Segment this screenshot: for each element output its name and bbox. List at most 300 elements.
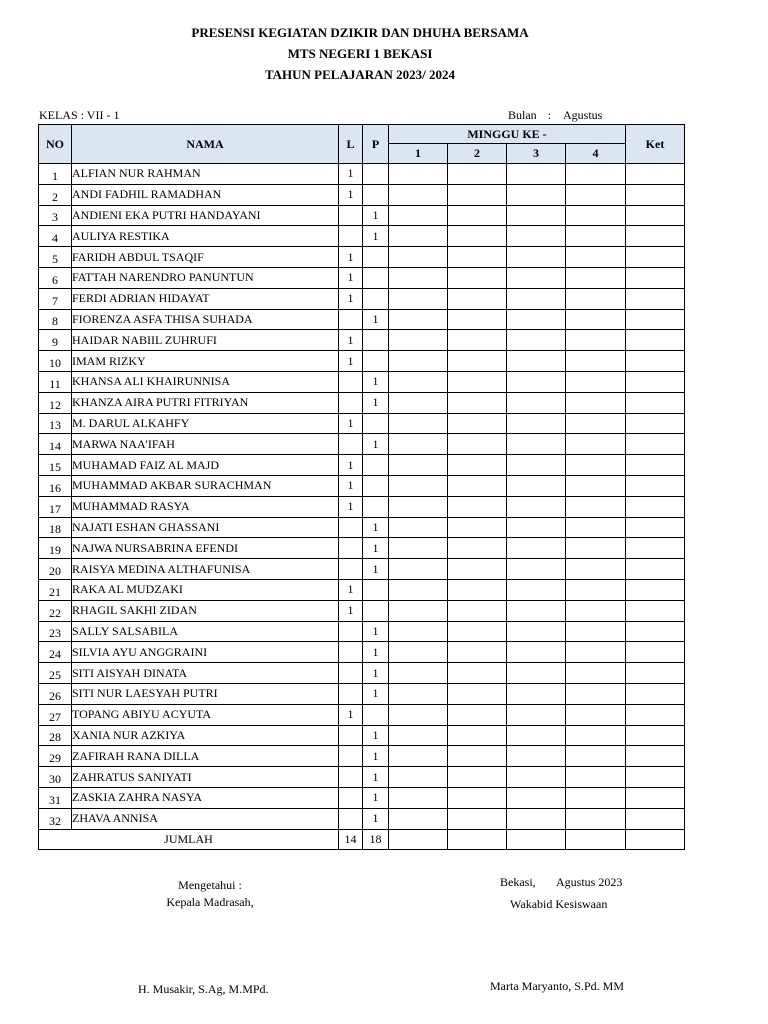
table-row	[39, 267, 685, 288]
title-line-1: PRESENSI KEGIATAN DZIKIR DAN DHUHA BERSAMA	[191, 25, 529, 40]
row-no: 17	[39, 496, 72, 517]
row-no: 2	[39, 184, 72, 205]
table-row	[39, 205, 685, 226]
row-p	[363, 247, 389, 268]
row-week-3	[507, 371, 566, 392]
table-row	[39, 621, 685, 642]
table-row	[39, 288, 685, 309]
row-p	[363, 475, 389, 496]
row-week-2	[448, 288, 507, 309]
row-week-3	[507, 600, 566, 621]
row-name: RAKA AL MUDZAKI	[72, 579, 339, 600]
row-name: FATTAH NARENDRO PANUNTUN	[72, 267, 339, 288]
col-header-no: NO	[39, 125, 72, 164]
row-week-3	[507, 579, 566, 600]
month-separator: :	[547, 108, 552, 122]
row-ket	[626, 663, 685, 684]
col-header-nama: NAMA	[72, 125, 339, 164]
row-week-3	[507, 205, 566, 226]
row-p: 1	[363, 517, 389, 538]
row-week-2	[448, 434, 507, 455]
row-ket	[626, 205, 685, 226]
row-l	[339, 538, 363, 559]
row-week-4	[566, 538, 626, 559]
title-line-2: MTS NEGERI 1 BEKASI	[287, 46, 433, 61]
row-week-3	[507, 226, 566, 247]
row-week-4	[566, 392, 626, 413]
row-p	[363, 579, 389, 600]
row-no: 22	[39, 600, 72, 621]
week-header-3: 3	[507, 144, 566, 164]
row-p	[363, 496, 389, 517]
row-ket	[626, 621, 685, 642]
row-name: IMAM RIZKY	[72, 351, 339, 372]
col-header-minggu: MINGGU KE -	[389, 125, 626, 144]
row-l	[339, 434, 363, 455]
row-week-3	[507, 164, 566, 185]
row-name: ZHAVA ANNISA	[72, 808, 339, 829]
row-week-4	[566, 496, 626, 517]
table-row	[39, 787, 685, 808]
row-name: FARIDH ABDUL TSAQIF	[72, 247, 339, 268]
row-week-2	[448, 683, 507, 704]
row-week-4	[566, 663, 626, 684]
row-name: ALFIAN NUR RAHMAN	[72, 164, 339, 185]
col-header-ket: Ket	[626, 125, 685, 164]
row-week-4	[566, 559, 626, 580]
row-week-1	[389, 725, 448, 746]
row-no: 3	[39, 205, 72, 226]
row-week-1	[389, 496, 448, 517]
row-week-3	[507, 351, 566, 372]
row-p: 1	[363, 787, 389, 808]
acknowledged-label: Mengetahui :	[178, 878, 242, 892]
row-ket	[626, 455, 685, 476]
row-ket	[626, 600, 685, 621]
row-week-4	[566, 267, 626, 288]
place-date	[490, 875, 640, 897]
row-week-4	[566, 767, 626, 788]
row-week-1	[389, 579, 448, 600]
row-name: SILVIA AYU ANGGRAINI	[72, 642, 339, 663]
row-name: FERDI ADRIAN HIDAYAT	[72, 288, 339, 309]
row-week-2	[448, 309, 507, 330]
row-week-4	[566, 247, 626, 268]
row-p	[363, 455, 389, 476]
total-week-3	[507, 829, 566, 849]
table-row	[39, 683, 685, 704]
row-p	[363, 330, 389, 351]
row-week-1	[389, 351, 448, 372]
row-no: 30	[39, 767, 72, 788]
row-week-3	[507, 517, 566, 538]
row-week-2	[448, 351, 507, 372]
row-week-3	[507, 455, 566, 476]
row-ket	[626, 164, 685, 185]
row-week-4	[566, 600, 626, 621]
total-p: 18	[363, 829, 389, 849]
row-ket	[626, 247, 685, 268]
row-week-4	[566, 475, 626, 496]
row-no: 1	[39, 164, 72, 185]
row-week-2	[448, 621, 507, 642]
row-p	[363, 704, 389, 725]
vice-head-title: Wakabid Kesiswaan	[510, 897, 608, 911]
row-ket	[626, 267, 685, 288]
week-header-1: 1	[389, 144, 448, 164]
row-week-2	[448, 392, 507, 413]
row-week-4	[566, 683, 626, 704]
row-p	[363, 413, 389, 434]
row-p	[363, 184, 389, 205]
row-l	[339, 767, 363, 788]
total-row	[39, 829, 685, 849]
signature-left	[150, 877, 270, 911]
row-l: 1	[339, 475, 363, 496]
row-ket	[626, 725, 685, 746]
row-ket	[626, 226, 685, 247]
row-ket	[626, 309, 685, 330]
row-week-2	[448, 184, 507, 205]
row-week-3	[507, 559, 566, 580]
table-row	[39, 496, 685, 517]
row-p: 1	[363, 538, 389, 559]
row-ket	[626, 787, 685, 808]
row-p: 1	[363, 746, 389, 767]
row-week-4	[566, 579, 626, 600]
row-name: ANDI FADHIL RAMADHAN	[72, 184, 339, 205]
table-row	[39, 746, 685, 767]
row-p	[363, 288, 389, 309]
city: Bekasi,	[500, 875, 536, 889]
row-p	[363, 164, 389, 185]
row-week-3	[507, 767, 566, 788]
row-week-2	[448, 371, 507, 392]
row-p: 1	[363, 434, 389, 455]
row-ket	[626, 642, 685, 663]
table-row	[39, 351, 685, 372]
principal-title: Kepala Madrasah,	[166, 895, 254, 909]
row-no: 20	[39, 559, 72, 580]
row-l	[339, 205, 363, 226]
row-week-1	[389, 247, 448, 268]
row-week-2	[448, 455, 507, 476]
row-name: SITI AISYAH DINATA	[72, 663, 339, 684]
row-no: 32	[39, 808, 72, 829]
row-week-1	[389, 413, 448, 434]
row-p: 1	[363, 808, 389, 829]
row-week-3	[507, 496, 566, 517]
row-name: NAJWA NURSABRINA EFENDI	[72, 538, 339, 559]
row-name: XANIA NUR AZKIYA	[72, 725, 339, 746]
row-week-3	[507, 746, 566, 767]
signature-right	[490, 875, 640, 912]
row-l: 1	[339, 288, 363, 309]
table-row	[39, 247, 685, 268]
row-week-3	[507, 247, 566, 268]
table-row	[39, 434, 685, 455]
row-name: ZASKIA ZAHRA NASYA	[72, 787, 339, 808]
row-week-1	[389, 164, 448, 185]
row-p: 1	[363, 392, 389, 413]
row-name: FIORENZA ASFA THISA SUHADA	[72, 309, 339, 330]
row-week-3	[507, 184, 566, 205]
row-l	[339, 808, 363, 829]
row-l	[339, 642, 363, 663]
row-week-3	[507, 434, 566, 455]
row-week-1	[389, 683, 448, 704]
row-week-3	[507, 475, 566, 496]
row-p: 1	[363, 663, 389, 684]
row-ket	[626, 475, 685, 496]
total-week-2	[448, 829, 507, 849]
row-week-2	[448, 704, 507, 725]
row-week-1	[389, 517, 448, 538]
table-row	[39, 579, 685, 600]
row-l	[339, 371, 363, 392]
row-p: 1	[363, 309, 389, 330]
row-week-1	[389, 226, 448, 247]
row-ket	[626, 330, 685, 351]
row-name: MUHAMAD FAIZ AL MAJD	[72, 455, 339, 476]
week-header-4: 4	[566, 144, 626, 164]
row-name: KHANSA ALI KHAIRUNNISA	[72, 371, 339, 392]
table-row	[39, 600, 685, 621]
row-no: 23	[39, 621, 72, 642]
row-p: 1	[363, 371, 389, 392]
row-week-4	[566, 413, 626, 434]
row-l	[339, 683, 363, 704]
row-week-2	[448, 642, 507, 663]
row-week-4	[566, 226, 626, 247]
row-week-1	[389, 600, 448, 621]
row-week-2	[448, 538, 507, 559]
total-ket	[626, 829, 685, 849]
row-week-2	[448, 164, 507, 185]
row-week-2	[448, 600, 507, 621]
row-l: 1	[339, 330, 363, 351]
row-week-4	[566, 621, 626, 642]
table-row	[39, 309, 685, 330]
row-l	[339, 309, 363, 330]
table-row	[39, 455, 685, 476]
row-p: 1	[363, 621, 389, 642]
col-header-l: L	[339, 125, 363, 164]
row-week-3	[507, 330, 566, 351]
row-l: 1	[339, 247, 363, 268]
row-no: 24	[39, 642, 72, 663]
table-row	[39, 226, 685, 247]
row-name: TOPANG ABIYU ACYUTA	[72, 704, 339, 725]
row-ket	[626, 392, 685, 413]
row-week-4	[566, 787, 626, 808]
row-week-2	[448, 330, 507, 351]
table-row	[39, 704, 685, 725]
row-no: 14	[39, 434, 72, 455]
row-name: ZAHRATUS SANIYATI	[72, 767, 339, 788]
row-l	[339, 517, 363, 538]
row-no: 6	[39, 267, 72, 288]
row-week-4	[566, 330, 626, 351]
row-week-3	[507, 621, 566, 642]
row-week-1	[389, 267, 448, 288]
row-l	[339, 621, 363, 642]
row-l: 1	[339, 704, 363, 725]
row-l	[339, 226, 363, 247]
row-p: 1	[363, 767, 389, 788]
row-week-1	[389, 309, 448, 330]
total-label: JUMLAH	[39, 829, 339, 849]
table-row	[39, 559, 685, 580]
row-week-1	[389, 808, 448, 829]
attendance-rows	[39, 164, 685, 830]
table-row	[39, 184, 685, 205]
row-l: 1	[339, 579, 363, 600]
row-week-2	[448, 579, 507, 600]
row-week-1	[389, 642, 448, 663]
row-week-2	[448, 475, 507, 496]
row-l	[339, 787, 363, 808]
table-row	[39, 392, 685, 413]
row-week-1	[389, 746, 448, 767]
row-week-4	[566, 309, 626, 330]
row-week-3	[507, 663, 566, 684]
table-row	[39, 642, 685, 663]
row-week-1	[389, 538, 448, 559]
row-ket	[626, 184, 685, 205]
row-week-2	[448, 226, 507, 247]
row-ket	[626, 746, 685, 767]
row-name: MARWA NAA'IFAH	[72, 434, 339, 455]
row-l: 1	[339, 600, 363, 621]
row-l: 1	[339, 413, 363, 434]
row-week-3	[507, 787, 566, 808]
row-l	[339, 663, 363, 684]
col-header-p: P	[363, 125, 389, 164]
row-week-2	[448, 413, 507, 434]
row-week-4	[566, 725, 626, 746]
row-name: RAISYA MEDINA ALTHAFUNISA	[72, 559, 339, 580]
principal-name: H. Musakir, S.Ag, M.MPd.	[138, 982, 269, 996]
row-week-3	[507, 683, 566, 704]
row-p: 1	[363, 205, 389, 226]
total-week-4	[566, 829, 626, 849]
document-title	[0, 24, 720, 87]
row-no: 4	[39, 226, 72, 247]
month-label: Bulan	[508, 108, 537, 122]
title-line-3: TAHUN PELAJARAN 2023/ 2024	[264, 67, 456, 82]
vice-head-name: Marta Maryanto, S.Pd. MM	[490, 979, 624, 993]
attendance-table	[38, 124, 685, 850]
row-week-4	[566, 704, 626, 725]
row-name: NAJATI ESHAN GHASSANI	[72, 517, 339, 538]
row-no: 11	[39, 371, 72, 392]
row-ket	[626, 808, 685, 829]
table-row	[39, 725, 685, 746]
row-week-2	[448, 496, 507, 517]
table-row	[39, 663, 685, 684]
row-no: 5	[39, 247, 72, 268]
row-p: 1	[363, 559, 389, 580]
row-no: 19	[39, 538, 72, 559]
row-ket	[626, 559, 685, 580]
row-week-1	[389, 663, 448, 684]
row-week-4	[566, 205, 626, 226]
table-row	[39, 767, 685, 788]
row-l: 1	[339, 455, 363, 476]
row-name: ANDIENI EKA PUTRI HANDAYANI	[72, 205, 339, 226]
row-week-2	[448, 787, 507, 808]
row-week-1	[389, 455, 448, 476]
row-ket	[626, 704, 685, 725]
row-week-4	[566, 371, 626, 392]
row-week-2	[448, 205, 507, 226]
total-week-1	[389, 829, 448, 849]
row-week-4	[566, 517, 626, 538]
row-no: 8	[39, 309, 72, 330]
row-week-2	[448, 663, 507, 684]
row-no: 9	[39, 330, 72, 351]
row-name: SITI NUR LAESYAH PUTRI	[72, 683, 339, 704]
row-week-1	[389, 434, 448, 455]
row-l	[339, 392, 363, 413]
table-row	[39, 517, 685, 538]
row-week-3	[507, 725, 566, 746]
row-p: 1	[363, 226, 389, 247]
row-week-3	[507, 392, 566, 413]
row-p	[363, 600, 389, 621]
row-no: 28	[39, 725, 72, 746]
row-week-1	[389, 392, 448, 413]
row-week-3	[507, 538, 566, 559]
row-week-2	[448, 767, 507, 788]
row-ket	[626, 683, 685, 704]
row-week-3	[507, 704, 566, 725]
row-p: 1	[363, 683, 389, 704]
week-header-2: 2	[448, 144, 507, 164]
row-ket	[626, 579, 685, 600]
row-l	[339, 746, 363, 767]
row-week-2	[448, 808, 507, 829]
table-row	[39, 808, 685, 829]
row-week-1	[389, 205, 448, 226]
row-ket	[626, 351, 685, 372]
row-name: MUHAMMAD RASYA	[72, 496, 339, 517]
row-week-4	[566, 808, 626, 829]
row-week-1	[389, 621, 448, 642]
row-week-1	[389, 704, 448, 725]
table-row	[39, 330, 685, 351]
row-name: MUHAMMAD AKBAR SURACHMAN	[72, 475, 339, 496]
row-no: 27	[39, 704, 72, 725]
row-name: ZAFIRAH RANA DILLA	[72, 746, 339, 767]
row-week-4	[566, 455, 626, 476]
row-name: KHANZA AIRA PUTRI FITRIYAN	[72, 392, 339, 413]
row-ket	[626, 371, 685, 392]
row-no: 10	[39, 351, 72, 372]
row-no: 16	[39, 475, 72, 496]
row-week-4	[566, 288, 626, 309]
row-no: 31	[39, 787, 72, 808]
row-week-3	[507, 808, 566, 829]
row-week-4	[566, 351, 626, 372]
row-week-1	[389, 184, 448, 205]
row-week-3	[507, 642, 566, 663]
row-week-2	[448, 746, 507, 767]
row-week-3	[507, 288, 566, 309]
row-week-4	[566, 164, 626, 185]
row-week-1	[389, 767, 448, 788]
